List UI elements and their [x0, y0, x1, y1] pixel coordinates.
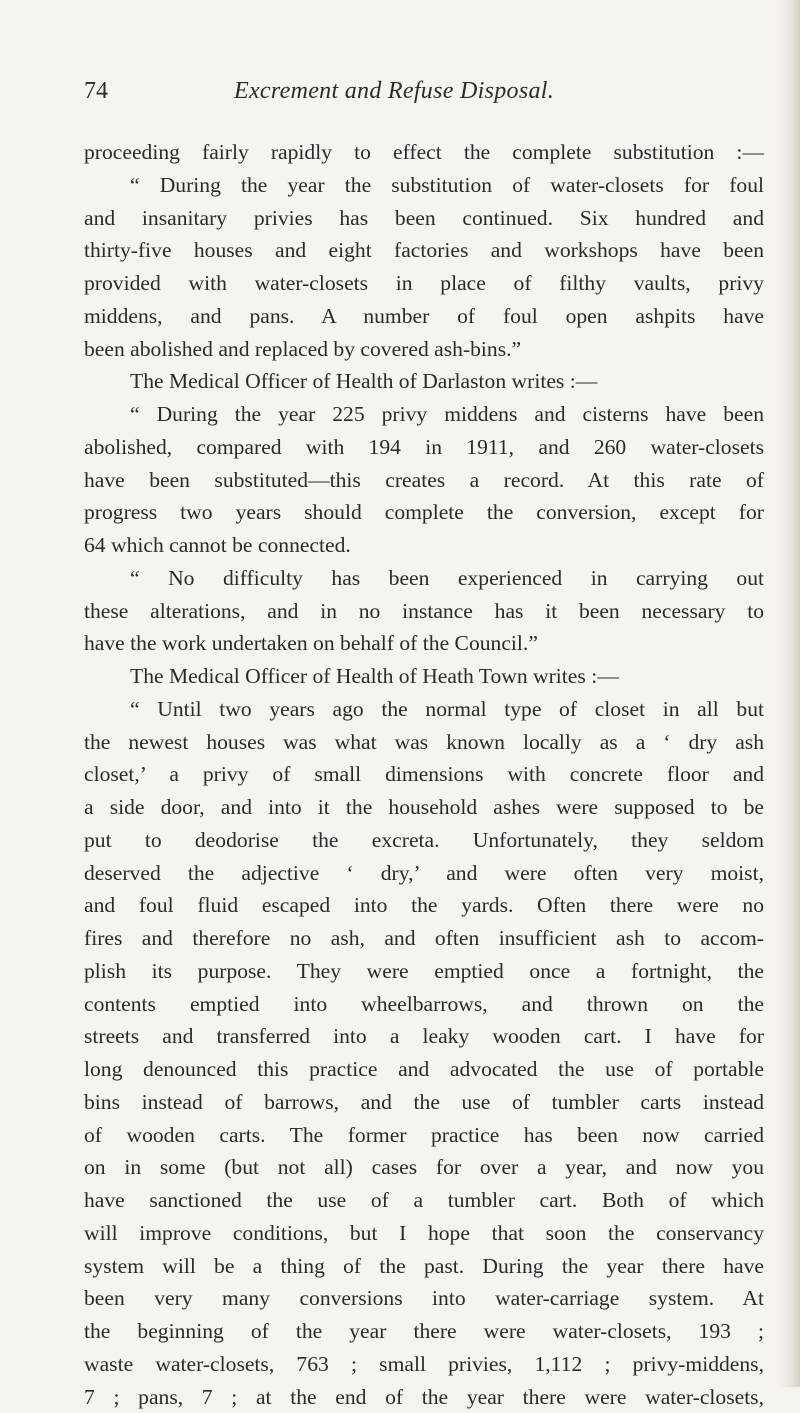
text-line: contents emptied into wheelbarrows, and thrown on the [84, 988, 764, 1021]
text-line: will improve conditions, but I hope that soon the conservancy [84, 1217, 764, 1250]
text-line: these alterations, and in no instance has it been necessary to [84, 595, 764, 628]
text-line: on in some (but not all) cases for over a year, and now you [84, 1151, 764, 1184]
text-line: long denounced this practice and advocated the use of portable [84, 1053, 764, 1086]
text-line: have the work undertaken on behalf of the Council.” [84, 627, 764, 660]
body-text [84, 136, 764, 1413]
text-line: have been substituted—this creates a record. At this rate of [84, 464, 764, 497]
text-line: “ Until two years ago the normal type of closet in all but [84, 693, 764, 726]
text-line: deserved the adjective ‘ dry,’ and were often very moist, [84, 857, 764, 890]
text-line: bins instead of barrows, and the use of tumbler carts instead [84, 1086, 764, 1119]
text-line: a side door, and into it the household ashes were supposed to be [84, 791, 764, 824]
text-line: the beginning of the year there were water-closets, 193 ; [84, 1315, 764, 1348]
text-line: put to deodorise the excreta. Unfortunately, they seldom [84, 824, 764, 857]
text-line: “ No difficulty has been experienced in carrying out [84, 562, 764, 595]
text-line: “ During the year the substitution of water-closets for foul [84, 169, 764, 202]
text-line: waste water-closets, 763 ; small privies, 1,112 ; privy-middens, [84, 1348, 764, 1381]
text-line: 7 ; pans, 7 ; at the end of the year there were water-closets, [84, 1381, 764, 1413]
text-line: abolished, compared with 194 in 1911, and 260 water-closets [84, 431, 764, 464]
text-line: of wooden carts. The former practice has been now carried [84, 1119, 764, 1152]
text-line: closet,’ a privy of small dimensions with concrete floor and [84, 758, 764, 791]
text-line: fires and therefore no ash, and often insufficient ash to accom- [84, 922, 764, 955]
text-line: middens, and pans. A number of foul open ashpits have [84, 300, 764, 333]
text-line: proceeding fairly rapidly to effect the complete substitution :— [84, 136, 764, 169]
text-line: and insanitary privies has been continued. Six hundred and [84, 202, 764, 235]
text-line: system will be a thing of the past. During the year there have [84, 1250, 764, 1283]
text-line: the newest houses was what was known locally as a ‘ dry ash [84, 726, 764, 759]
running-title: Excrement and Refuse Disposal. [234, 76, 554, 106]
text-line: and foul fluid escaped into the yards. Often there were no [84, 889, 764, 922]
text-line: The Medical Officer of Health of Heath Town writes :— [84, 660, 764, 693]
text-line: thirty-five houses and eight factories and workshops have been [84, 234, 764, 267]
page-edge-shadow [778, 0, 800, 1387]
text-line: The Medical Officer of Health of Darlaston writes :— [84, 365, 764, 398]
text-line: “ During the year 225 privy middens and cisterns have been [84, 398, 764, 431]
text-line: provided with water-closets in place of filthy vaults, privy [84, 267, 764, 300]
text-line: been abolished and replaced by covered ash-bins.” [84, 333, 764, 366]
text-line: been very many conversions into water-carriage system. At [84, 1282, 764, 1315]
text-line: 64 which cannot be connected. [84, 529, 764, 562]
text-line: plish its purpose. They were emptied once a fortnight, the [84, 955, 764, 988]
text-line: streets and transferred into a leaky wooden cart. I have for [84, 1020, 764, 1053]
page-number: 74 [84, 76, 108, 106]
text-line: have sanctioned the use of a tumbler cart. Both of which [84, 1184, 764, 1217]
page-header [84, 76, 764, 116]
text-line: progress two years should complete the conversion, except for [84, 496, 764, 529]
